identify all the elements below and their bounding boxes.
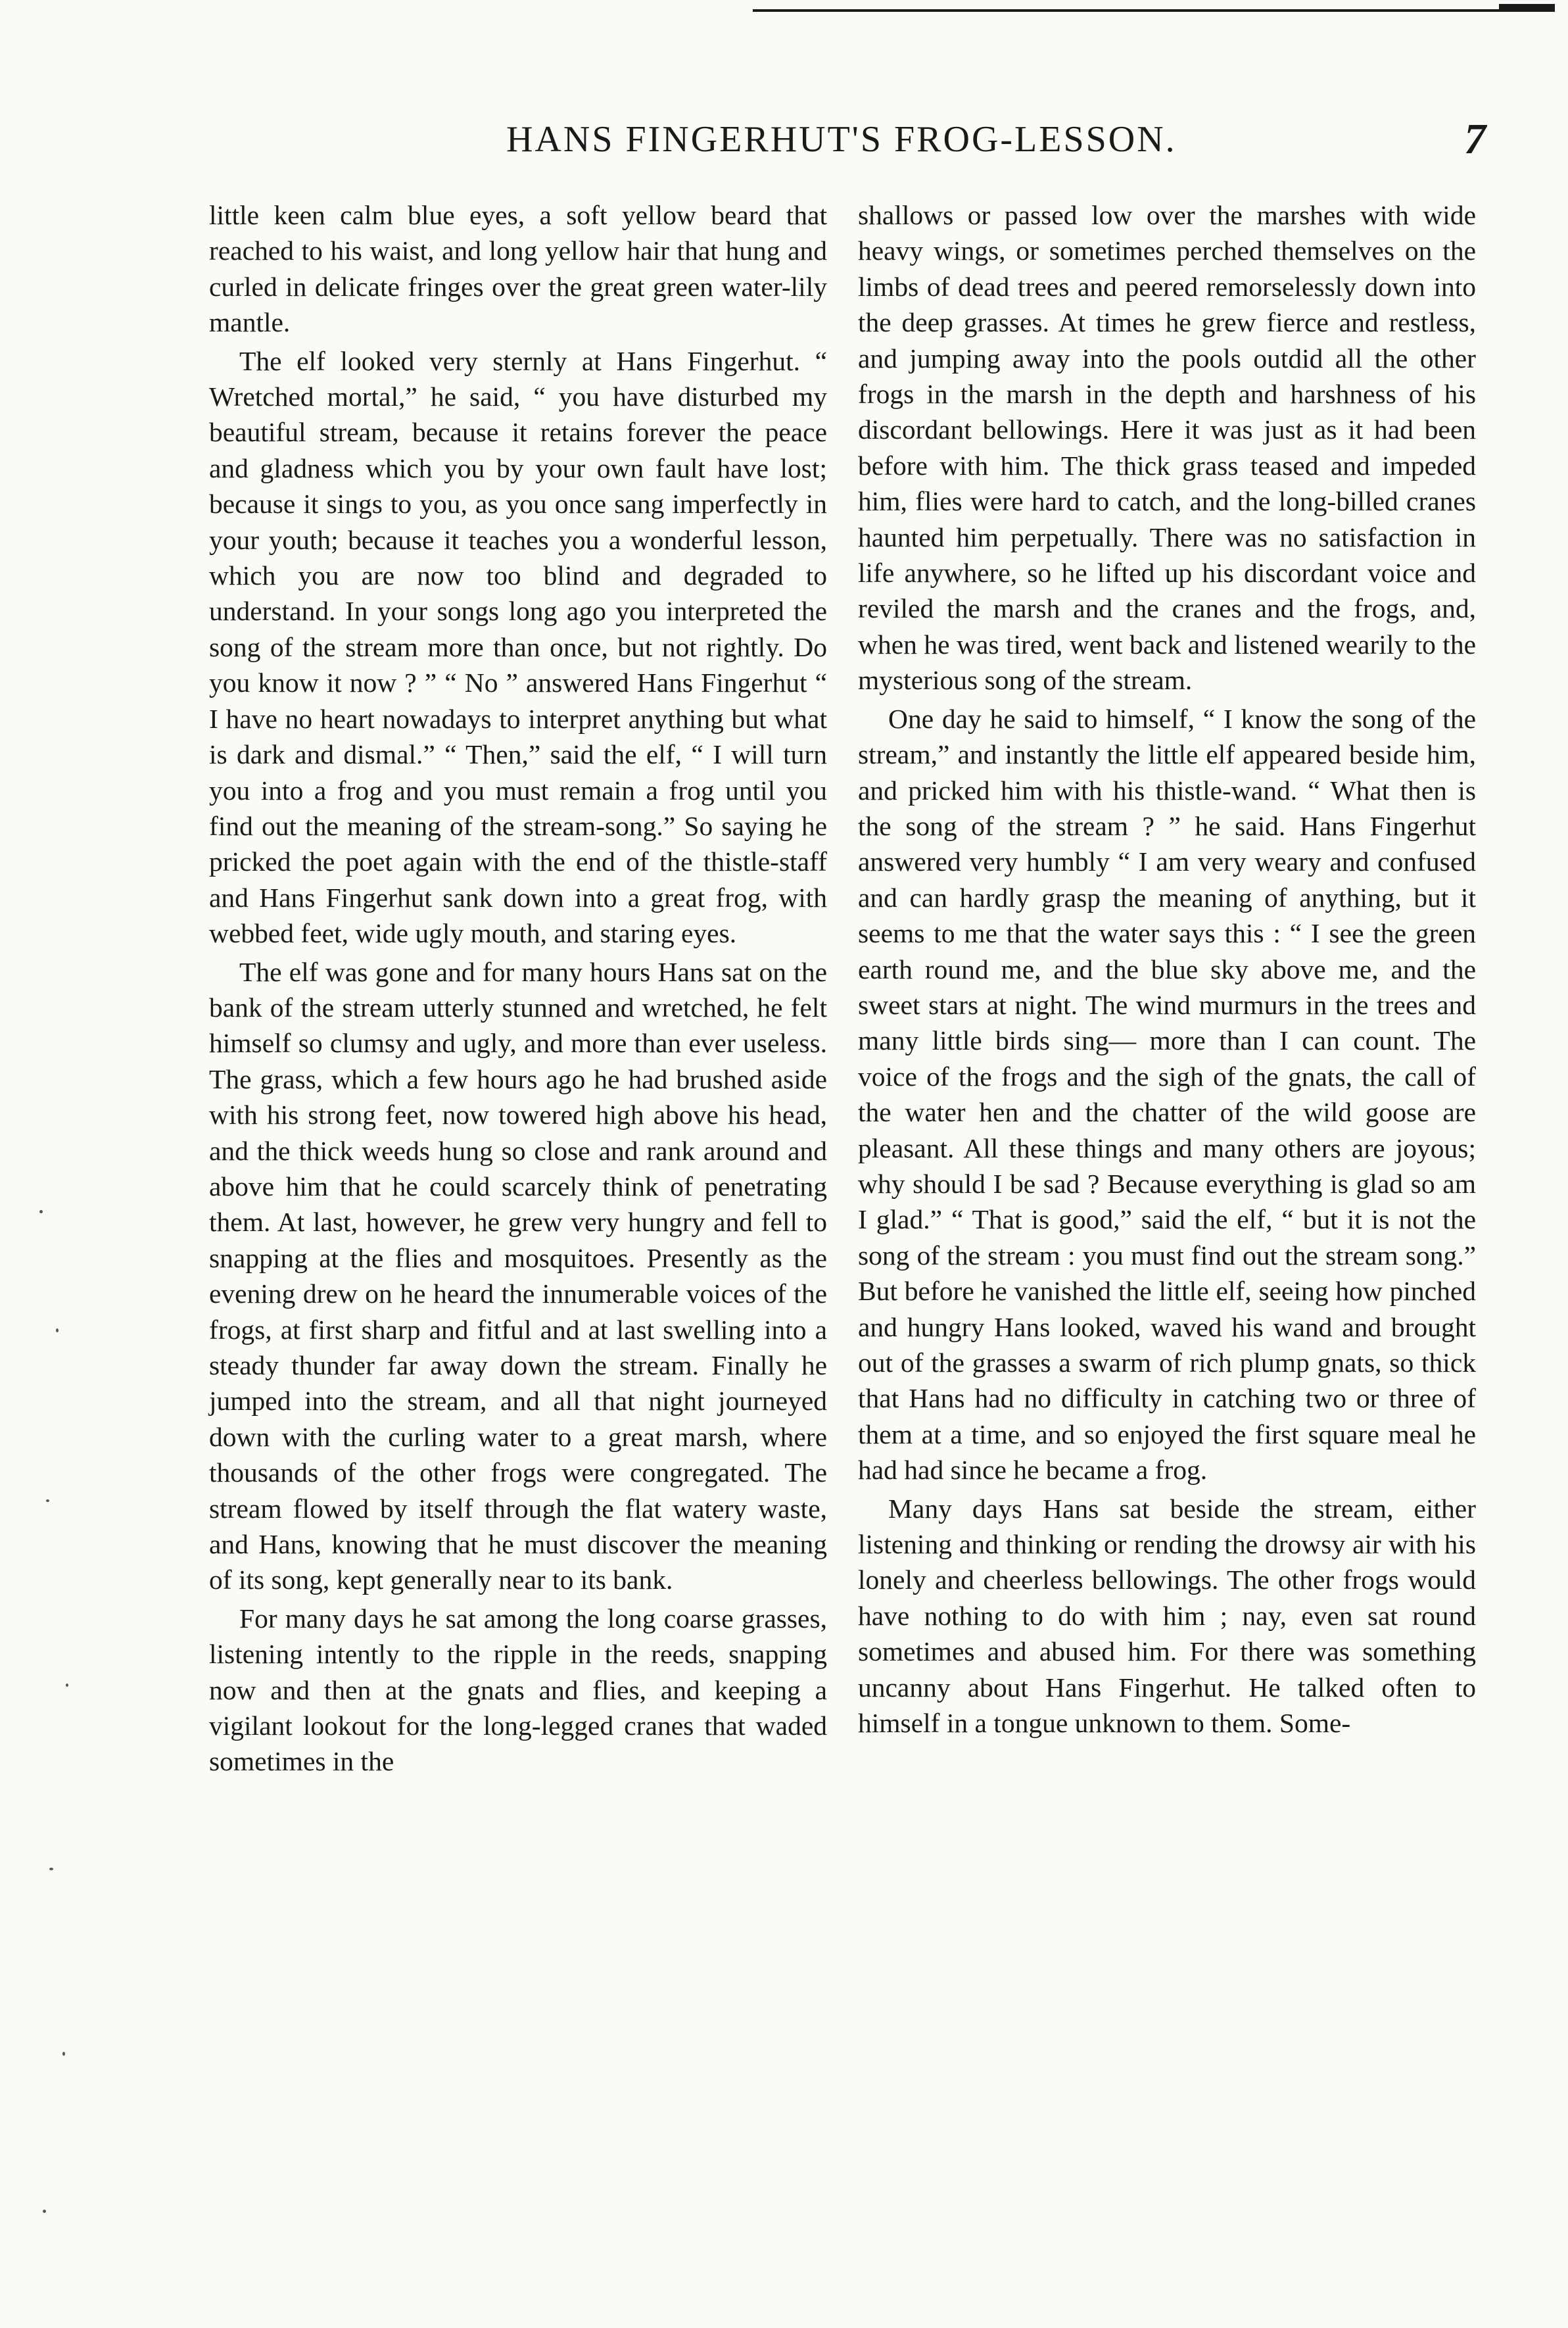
speck	[39, 1210, 43, 1213]
speck	[46, 1499, 49, 1502]
paragraph: shallows or passed low over the marshes with wide heavy wings, or sometimes perched themselves on the limbs of dead trees and peered remorselessly down into the deep grasses. At times he grew fierce and restless, and jumping away into the pools outdid all the other frogs in the marsh in the depth and harshness of his discordant bellowings. Here it was just as it had been before with him. The thick grass teased and impeded him, flies were hard to catch, and the long-billed cranes haunted him perpetually. There was no satisfaction in life anywhere, so he lifted up his discordant voice and reviled the marsh and the cranes and the frogs, and, when he was tired, went back and listened wearily to the mysterious song of the stream.	[858, 200, 1476, 696]
paragraph: Many days Hans sat beside the stream, either listening and thinking or rending the drowsy air with his lonely and cheerless bellowings. The other frogs would have nothing to do with him ; nay, even sat round sometimes and abused him. For there was something uncanny about Hans Fingerhut. He talked often to himself in a tongue unknown to them. Some-	[858, 1493, 1476, 1739]
top-rule	[753, 9, 1555, 12]
top-rule-end	[1499, 4, 1555, 11]
paragraph: One day he said to himself, “ I know the song of the stream,” and instantly the little elf appeared beside him, and pricked him with his thistle-wand. “ What then is the song of the stream ? ” he said. Hans Fingerhut answered very humbly “ I am very weary and confused and can hardly grasp the meaning of anything, but it seems to me that the water says this : “ I see the green earth round me, and the blue sky above me, and the sweet stars at night. The wind murmurs in the trees and many little birds sing— more than I can count. The voice of the frogs and the sigh of the gnats, the call of the water hen and the chatter of the wild goose are pleasant. All these things and many others are joyous; why should I be sad ? Because everything is glad so am I glad.” “ That is good,” said the elf, “ but it is not the song of the stream : you must find out the stream song.” But before he vanished the little elf, seeing how pinched and hungry Hans looked, waved his wand and brought out of the grasses a swarm of rich plump gnats, so thick that Hans had no difficulty in catching two or three of them at a time, and so enjoyed the first square meal he had had since he became a frog.	[858, 703, 1476, 1486]
paragraph: For many days he sat among the long coarse grasses, listening intently to the ripple in the reeds, snapping now and then at the gnats and flies, and keeping a vigilant lookout for the long-legged cranes that waded sometimes in the	[209, 1603, 827, 1777]
page-number: 7	[1464, 115, 1486, 163]
left-column	[209, 197, 827, 1780]
paragraph: little keen calm blue eyes, a soft yellow beard that reached to his waist, and long yellow hair that hung and curled in delicate fringes over the great green water-lily mantle.	[209, 200, 827, 338]
page-header	[197, 115, 1486, 178]
speck	[49, 1868, 53, 1870]
margin-specks	[26, 1184, 99, 2302]
speck	[56, 1328, 59, 1332]
paragraph: The elf was gone and for many hours Hans sat on the bank of the stream utterly stunned and wretched, he felt himself so clumsy and ugly, and more than ever useless. The grass, which a few hours ago he had brushed aside with his strong feet, now towered high above his head, and the thick weeds hung so close and rank around and above him that he could scarcely think of penetrating them. At last, however, he grew very hungry and fell to snapping at the flies and mosquitoes. Presently as the evening drew on he heard the innumerable voices of the frogs, at first sharp and fitful and at last swelling into a steady thunder far away down the stream. Finally he jumped into the stream, and all that night journeyed down with the curling water to a great marsh, where thousands of the other frogs were congregated. The stream flowed by itself through the flat watery waste, and Hans, knowing that he must discover the meaning of its song, kept generally near to its bank.	[209, 956, 827, 1595]
paragraph: The elf looked very sternly at Hans Fingerhut. “ Wretched mortal,” he said, “ you have disturbed my beautiful stream, because it retains forever the peace and gladness which you by your own fault have lost; because it sings to you, as you once sang imperfectly in your youth; because it teaches you a wonderful lesson, which you are now too blind and degraded to understand. In your songs long ago you interpreted the song of the stream more than once, but not rightly. Do you know it now ? ” “ No ” answered Hans Fingerhut “ I have no heart nowadays to interpret anything but what is dark and dismal.” “ Then,” said the elf, “ I will turn you into a frog and you must remain a frog until you find out the meaning of the stream-song.” So saying he pricked the poet again with the end of the thistle-staff and Hans Fingerhut sank down into a great frog, with webbed feet, wide ugly mouth, and staring eyes.	[209, 345, 827, 949]
speck	[66, 1684, 68, 1687]
right-column	[858, 197, 1476, 1741]
running-title: HANS FINGERHUT'S FROG-LESSON.	[506, 119, 1177, 160]
speck	[62, 2052, 65, 2056]
speck	[43, 2210, 46, 2213]
